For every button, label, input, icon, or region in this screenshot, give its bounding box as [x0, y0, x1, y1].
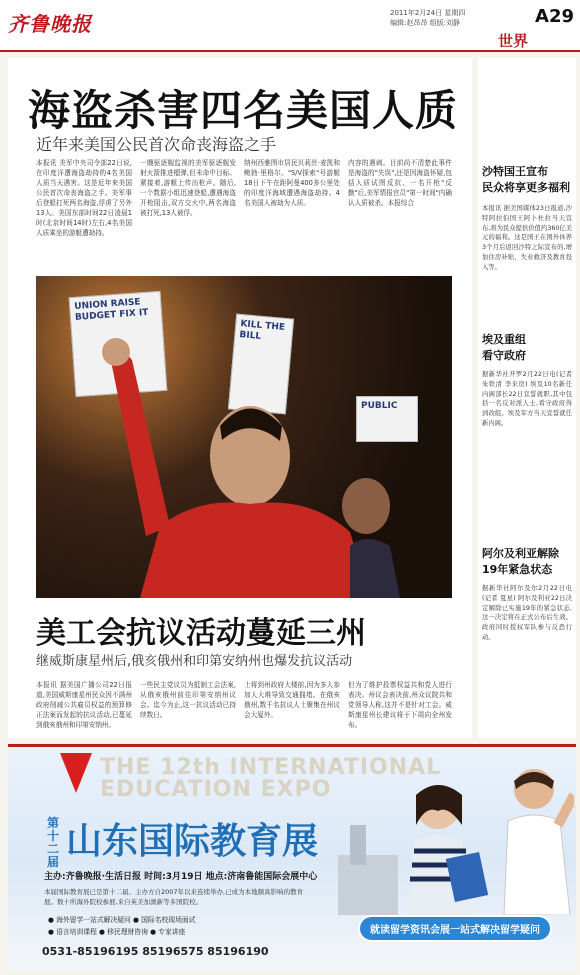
- protest-photo: [36, 276, 452, 598]
- ad-bullets-2: ● 语言培训课程 ● 移民理财咨询 ● 专家讲座: [48, 928, 186, 936]
- story1-column-4: 内容的遇刺。目前尚不清楚此事件是海盗的"失误",还是因海盗怀疑,包括人质试图反抗、一名开枪"反勤"后,美军情报官员"第一时间"内确认人质被杀。本报综合: [348, 159, 452, 207]
- education-expo-ad: [8, 744, 576, 970]
- story1-subhead: 近年来美国公民首次命丧海盗之手: [36, 135, 277, 154]
- story2-column-3: 士将到州政府大楼前,因为多人参加人大堆导致交通拥堵。在俄亥俄州,数千名抗议人士聚集在州议会大厦外。: [244, 681, 340, 719]
- story1-column-2: 一艘驱逐舰监视的美军驱逐舰发射火箭推进榴弹,但未命中目标。紧接着,游艇上传出枪声。随后,一个数据小组迅速登船,遭遇海盗开枪阻击,双方交火中,两名海盗被打死,13人被俘。: [140, 159, 236, 217]
- brief3-text: 据新华社阿尔及尔2月22日电(记者 夏星) 阿尔及利亚22日决定解除已实施19年的紧急状态,这一决定将在正式公布后生效。政府同时授权军队参与反恐行动。: [482, 585, 572, 641]
- ad-session: 第十二届: [46, 816, 59, 869]
- story1-column-3: 纳州西雅图市居民贝莉丝·麦凯和鲍勃·里格尔。"S/V探索"号游艇18日下午在距阿曼400多公里处的印度洋海域遭遇海盗劫持。4名美国人被劫为人质。: [244, 159, 340, 207]
- page-number: A29: [535, 6, 574, 27]
- ad-intro: 本届国际教育展已是第十二届。主办方自2007年以来连续举办,已成为本地颇具影响的教育展。数十所海外院校参展,来自英美加澳新等多国院校。: [44, 888, 304, 906]
- ad-expo-english: THE 12th INTERNATIONAL EDUCATION EXPO: [100, 755, 442, 802]
- story2-column-1: 本报讯 据美国广播公司22日报道,美国威斯康星州民众因不满州政府削减公共雇员权益的预算修正法案而发起的抗议活动,已蔓延到俄亥俄州和印第安纳州。: [36, 681, 132, 729]
- ad-phone: 0531-85196195 85196575 85196190: [42, 945, 269, 958]
- ad-title: 山东国际教育展: [66, 820, 319, 862]
- story1-column-1: 本报讯 美军中央司令部22日说,在印度洋遭海盗劫持的4名美国人质当天遇害。这是近年来美国公民首次命丧海盗之手。美军事后登船打死两名海盗,俘虏了另外13人。美国东部时间22日凌晨1时(北京时间14时)左右,4名美国人质乘坐的游艇遭劫持。: [36, 159, 132, 237]
- brief2-headline: 埃及重组 看守政府: [482, 333, 526, 362]
- ad-info-line: 主办:齐鲁晚报·生活日报 时间:3月19日 地点:济南鲁能国际会展中心: [44, 872, 318, 882]
- students-illustration: [338, 755, 574, 915]
- ad-slogan: 就读留学资讯会展一站式解决留学疑问: [358, 915, 552, 942]
- brief1-text: 本报讯 据美国媒体23日报道,沙特阿拉伯国王阿卜杜拉当天宣布,将为民众提供价值约360亿美元的福利。这是国王在国外休养3个月后返回沙特之际宣布的,增加住房补贴、失业救济及教育投入等。: [482, 205, 572, 271]
- brief2-text: 据新华社开罗2月22日电(记者 朱铁清 李来房) 埃及10名新任内阁部长22日宣誓就职,其中包括一名反对派人士,看守政府得到改组。埃及军方当天宣誓就任新内阁。: [482, 371, 572, 427]
- story2-column-2: 一些民主党议员为抵制工会法案,从俄亥俄州前往印第安纳州议会。迄今为止,这一抗议活动已持续数日。: [140, 681, 236, 719]
- story1-headline: 海盗杀害四名美国人质: [28, 86, 459, 135]
- editor-line: 编辑:赵昂昂 组版:刘静: [390, 19, 460, 27]
- story2-column-4: 但为了维护投票权益共和党人进行表决。州议会表决前,州众议院共和党领导人称,这并不是针对工会。威斯康星州长建议将于下周向全州发布。: [348, 681, 452, 729]
- brief3-headline: 阿尔及利亚解除 19年紧急状态: [482, 547, 559, 576]
- protester-figure: [50, 336, 410, 598]
- newspaper-logo: 齐鲁晚报: [8, 12, 92, 36]
- protest-sign-middle: KILL THE BILL: [228, 314, 294, 415]
- protest-sign-right: PUBLIC: [356, 396, 418, 442]
- main-articles: [8, 58, 472, 738]
- masthead: [0, 0, 580, 52]
- date-line: 2011年2月24日 星期四: [390, 9, 466, 17]
- story2-headline: 美工会抗议活动蔓延三州: [36, 616, 366, 651]
- brief1-headline: 沙特国王宣布 民众将享更多福利: [482, 165, 570, 194]
- issue-meta: [390, 8, 465, 28]
- ad-bullets-1: ● 海外留学一站式解决疑问 ● 国际名校现场面试: [48, 916, 196, 924]
- red-arrow-icon: [60, 753, 92, 793]
- section-label: 世界: [498, 32, 529, 50]
- story2-subhead: 继威斯康星州后,俄亥俄州和印第安纳州也爆发抗议活动: [36, 654, 353, 669]
- sidebar-briefs: [478, 58, 576, 738]
- protest-sign-left: UNION RAISE BUDGET FIX IT: [69, 291, 168, 397]
